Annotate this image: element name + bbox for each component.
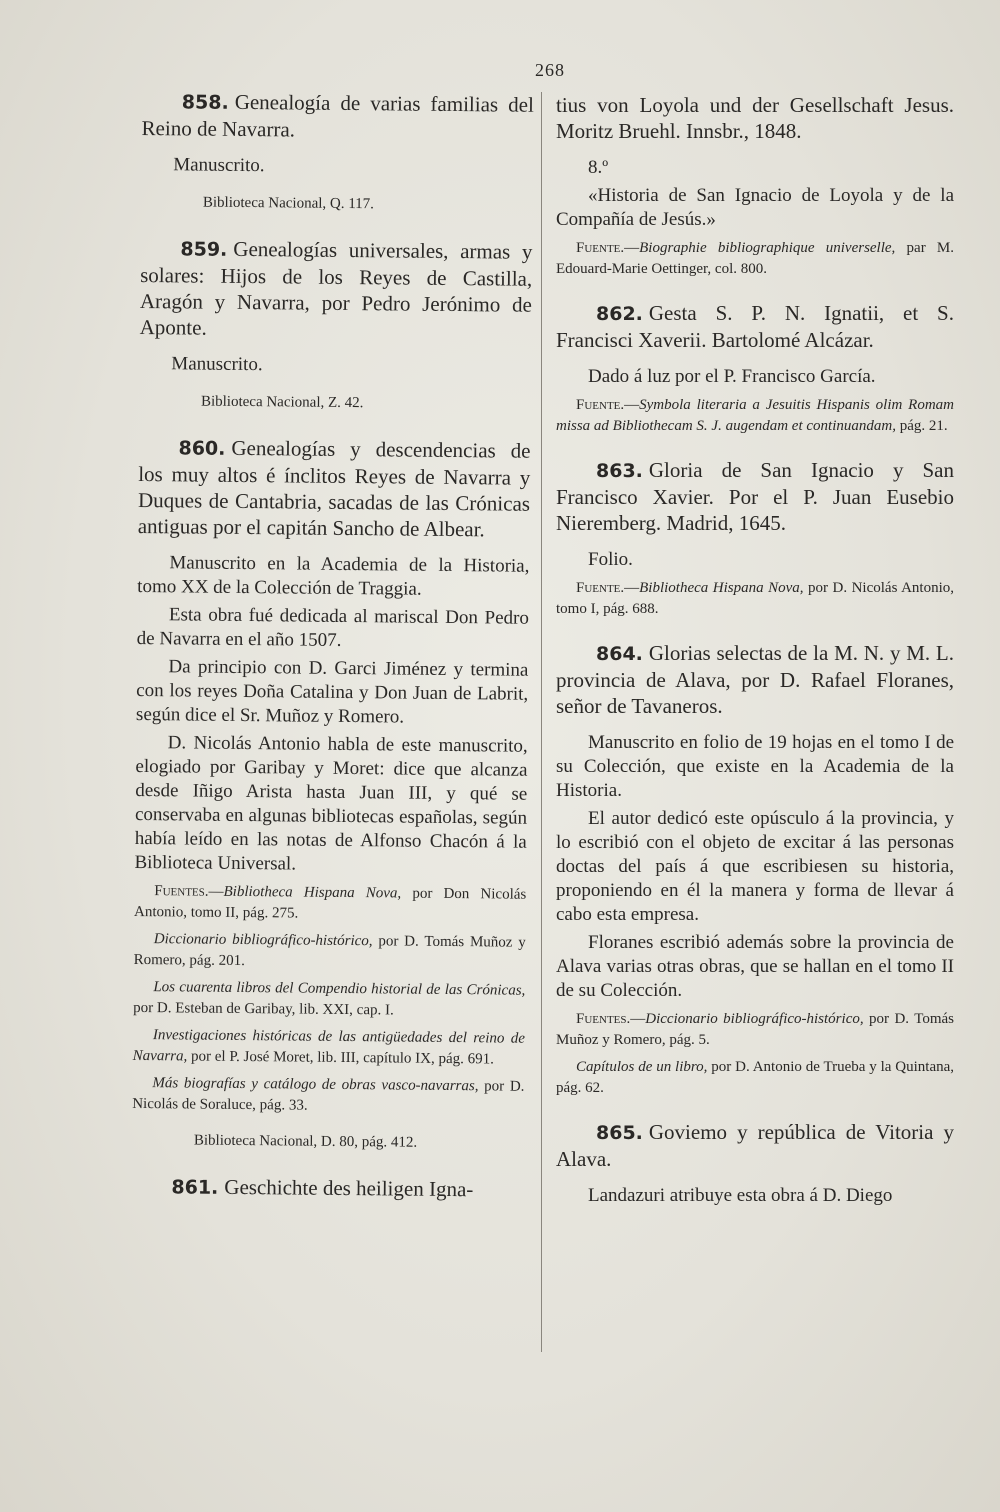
entry-paragraph: D. Nicolás Antonio habla de este manuscrito, elogiado por Garibay y Moret: dice que alcanza desde Iñigo Arista hasta Juan III, y qué se conservaba en algunas bibliotecas españolas, según había leído en las notas de Alfonso Chacón á la Biblioteca Universal. (134, 732, 528, 875)
entry-format: Folio. (588, 549, 633, 570)
entry-paragraph: Esta obra fué dedicada al mariscal Don Pedro de Navarra en el año 1507. (136, 604, 530, 651)
entry-paragraph: Manuscrito en la Academia de la Historia, tomo XX de la Colección de Traggia. (137, 552, 530, 600)
entry-number: 863. (596, 460, 643, 482)
entry-location: Biblioteca Nacional, Z. 42. (200, 393, 364, 412)
right-column (556, 92, 954, 1212)
entry-861 (131, 1173, 523, 1204)
entry-title: Genealogías y descendencias de los muy altos é ínclitos Reyes de Navarra y Duques de Cantabria, sacadas de las Crónicas antiguas por el capitán Sancho de Albear. (137, 435, 531, 542)
entry-title: Genealogías universales, armas y solares: Hijos de los Reyes de Castilla, Aragón y Navarra, por Pedro Jerónimo de Aponte. (139, 236, 533, 340)
entry-863 (556, 457, 954, 620)
entry-title: Goviemo y república de Vitoria y Alava. (556, 1120, 954, 1171)
entry-title: Glorias selectas de la M. N. y M. L. provincia de Alava, por D. Rafael Floranes, señor de Tavaneros. (556, 641, 954, 718)
entry-number: 858. (181, 91, 229, 114)
entry-865 (556, 1119, 954, 1208)
entry-number: 864. (596, 643, 643, 665)
entry-864 (556, 640, 954, 1099)
entry-861-continued (556, 92, 954, 280)
entry-paragraph: Da principio con D. Garci Jiménez y termina con los reyes Doña Catalina y Don Juan de Labrit, según dice el Sr. Muñoz y Romero. (135, 656, 529, 728)
entry-title: Geschichte des heiligen Igna- (224, 1174, 474, 1202)
entry-number: 861. (171, 1176, 219, 1199)
entry-number: 859. (180, 238, 228, 261)
entry-format: 8.º (588, 157, 609, 178)
entry-number: 860. (178, 437, 226, 460)
source-citation: Más biografías y catálogo de obras vasco-navarras, por D. Nicolás de Soraluce, pág. 33. (132, 1075, 525, 1114)
entry-paragraph: Landazuri atribuye esta obra á D. Diego (588, 1185, 893, 1206)
entry-862 (556, 300, 954, 437)
entry-paragraph: Manuscrito en folio de 19 hojas en el tomo I de su Colección, que existe en la Academia de la Historia. (556, 732, 954, 801)
entry-860 (132, 434, 531, 1157)
source-citation: Fuentes.—Bibliotheca Hispana Nova, por Don Nicolás Antonio, tomo II, pág. 275. (134, 883, 527, 922)
entry-number: 862. (596, 303, 643, 325)
entry-858 (141, 88, 534, 219)
column-divider (541, 92, 542, 1352)
source-citation: Fuentes.—Diccionario bibliográfico-histórico, por D. Tomás Muñoz y Romero, pág. 5. (556, 1011, 954, 1048)
entry-paragraph: Floranes escribió además sobre la provincia de Alava varias otras obras, que se hallan en el tomo II de su Colección. (556, 932, 954, 1001)
entry-paragraph: «Historia de San Ignacio de Loyola y de la Compañía de Jesús.» (556, 185, 954, 230)
left-column (131, 88, 534, 1216)
source-citation: Investigaciones históricas de las antigüedades del reino de Navarra, por el P. José Moret, lib. III, capítulo IX, pág. 691. (132, 1027, 525, 1068)
source-citation: Fuente.—Symbola literaria a Jesuitis Hispanis olim Romam missa ad Bibliothecam S. J. augendam et continuandam, pág. 21. (556, 397, 954, 434)
entry-title: Gloria de San Ignacio y San Francisco Xavier. Por el P. Juan Eusebio Nieremberg. Madrid, 1645. (556, 458, 954, 535)
entry-paragraph: El autor dedicó este opúsculo á la provincia, y lo escribió con el objeto de excitar á las personas doctas del país á que escribiesen su historia, proponiendo en él la manera y forma de llevar á cabo esta empresa. (556, 808, 954, 925)
entry-number: 865. (596, 1122, 643, 1144)
entry-location: Biblioteca Nacional, Q. 117. (202, 194, 375, 213)
entry-859 (139, 235, 533, 418)
source-citation: Capítulos de un libro, por D. Antonio de Trueba y la Quintana, pág. 62. (556, 1059, 955, 1096)
source-citation: Fuente.—Biographie bibliographique universelle, par M. Edouard-Marie Oettinger, col. 800. (556, 240, 955, 277)
entry-paragraph: Dado á luz por el P. Francisco García. (588, 366, 876, 387)
source-citation: Diccionario bibliográfico-histórico, por D. Tomás Muñoz y Romero, pág. 201. (133, 931, 526, 970)
entry-title: Genealogía de varias familias del Reino de Navarra. (141, 89, 534, 142)
entry-location: Biblioteca Nacional, D. 80, pág. 412. (193, 1132, 418, 1151)
entry-title: Gesta S. P. N. Ignatii, et S. Francisci Xaverii. Bartolomé Alcázar. (556, 301, 954, 352)
entry-note: Manuscrito. (171, 353, 263, 376)
entry-note: Manuscrito. (173, 154, 265, 177)
entry-title-continued: tius von Loyola und der Gesellschaft Jesus. Moritz Bruehl. Innsbr., 1848. (556, 93, 954, 143)
page-number: 268 (535, 60, 565, 80)
source-citation: Los cuarenta libros del Compendio historial de las Crónicas, por D. Esteban de Garibay, lib. XXI, cap. I. (133, 979, 526, 1019)
source-citation: Fuente.—Bibliotheca Hispana Nova, por D. Nicolás Antonio, tomo I, pág. 688. (556, 580, 954, 617)
